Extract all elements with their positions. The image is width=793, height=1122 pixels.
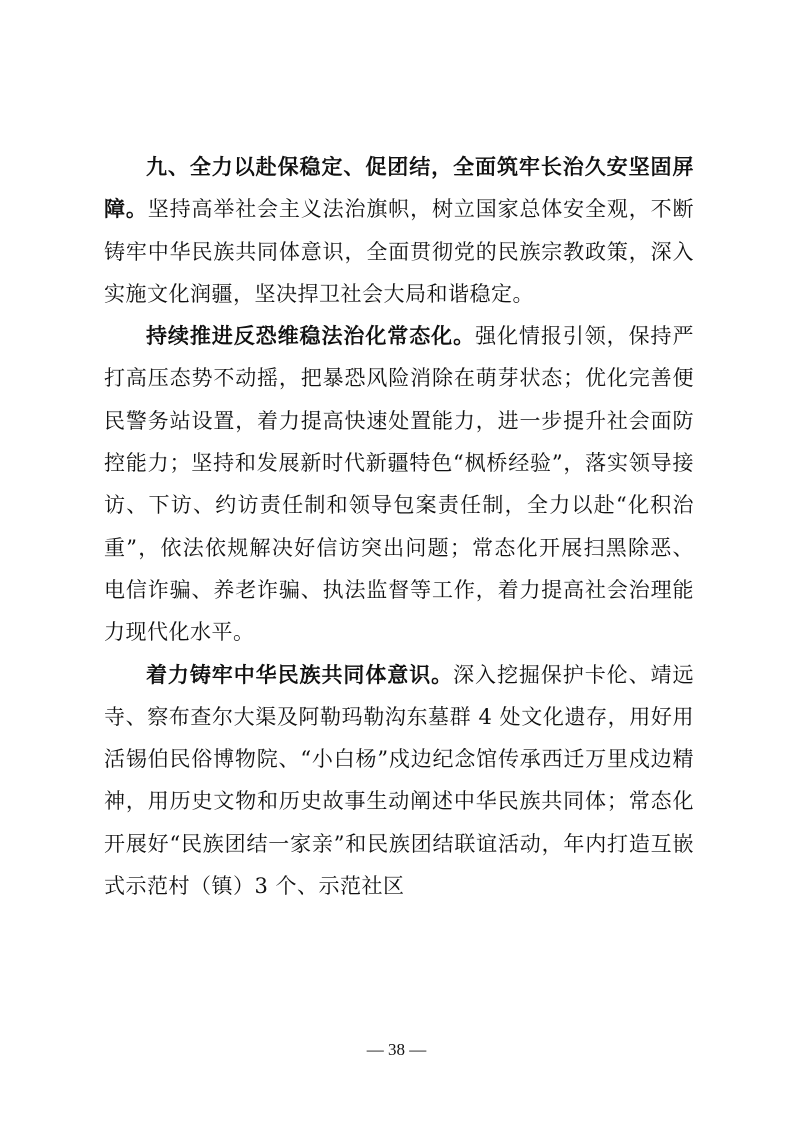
section-nine-paragraph [104, 146, 694, 315]
paragraph-text: 深入挖掘保护卡伦、靖远寺、察布查尔大渠及阿勒玛勒沟东墓群 4 处文化遗存，用好用活锡伯民俗博物院、“小白杨”戍边纪念馆传承西迁万里戍边精神，用历史文物和历史故事生动阐述中华民族共同体；常态化开展好“民族团结一家亲”和民族团结联谊活动，年内打造互嵌式示范村（镇）3 个、示范社区 [104, 662, 694, 899]
paragraph-lead: 着力铸牢中华民族共同体意识。 [146, 661, 454, 687]
paragraph-counter-terrorism [104, 315, 694, 653]
section-intro-text: 坚持高举社会主义法治旗帜，树立国家总体安全观，不断铸牢中华民族共同体意识，全面贯彻党的民族宗教政策，深入实施文化润疆，坚决捍卫社会大局和谐稳定。 [104, 197, 695, 306]
paragraph-national-unity [104, 654, 694, 908]
paragraph-lead: 持续推进反恐维稳法治化常态化。 [146, 323, 476, 349]
body-text [104, 146, 694, 907]
section-heading: 九、全力以赴保稳定、促团结，全面筑牢长治久安坚固屏障。 [104, 155, 694, 222]
page-number: — 38 — [366, 1040, 427, 1059]
paragraph-text: 强化情报引领，保持严打高压态势不动摇，把暴恐风险消除在萌芽状态；优化完善便民警务站设置，着力提高快速处置能力，进一步提升社会面防控能力；坚持和发展新时代新疆特色“枫桥经验”，落实领导接访、下访、约访责任制和领导包案责任制，全力以赴“化积治重”，依法依规解决好信访突出问题；常态化开展扫黑除恶、电信诈骗、养老诈骗、执法监督等工作，着力提高社会治理能力现代化水平。 [104, 324, 694, 645]
